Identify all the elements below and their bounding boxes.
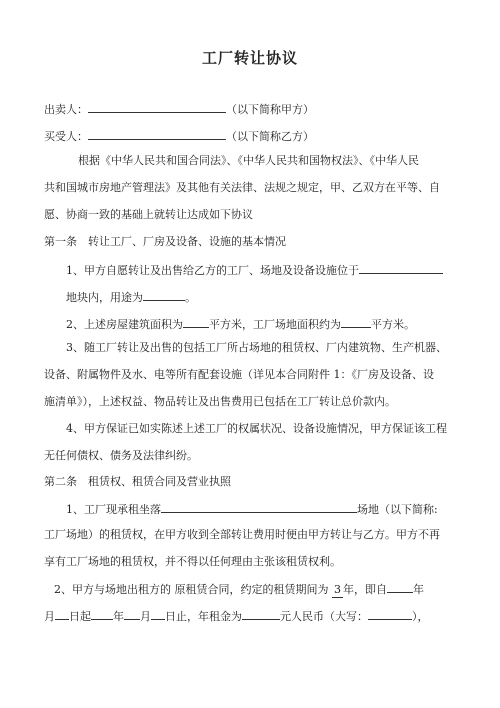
building-area-blank <box>183 316 209 328</box>
start-day-blank <box>55 608 69 620</box>
preamble-line-2: 共和国城市房地产管理法》及其他有关法律、法规之规定，甲、乙双方在平等、自 <box>44 181 440 194</box>
buyer-line <box>44 128 484 144</box>
rent-amount-words-blank <box>368 608 412 620</box>
lease-site-blank <box>161 501 357 513</box>
lease-years-value: 3 <box>334 583 341 596</box>
art1-item2: 2、上述房屋建筑面积为 平方米，工厂场地面积约为 平方米。 <box>66 318 415 331</box>
end-year-blank <box>91 608 113 620</box>
end-month-blank <box>124 608 140 620</box>
art1-item3-line3: 施清单》），上述权益、物品转让及出售费用已包括在工厂转让总价款内。 <box>44 395 396 408</box>
art1-item4-line2: 无任何债权、债务及法律纠纷。 <box>44 449 198 462</box>
art1-item1-line2: 地块内，用途为 。 <box>66 291 196 304</box>
preamble-line-1: 根据《中华人民共和国合同法》、《中华人民共和国物权法》、《中华人民 <box>78 154 419 167</box>
art1-item3-line1: 3、随工厂转让及出售的包括工厂所占场地的租赁权、厂内建筑物、生产机器、 <box>66 341 447 354</box>
art1-item1-line1: 1、甲方自愿转让及出售给乙方的工厂、场地及设备设施位于 <box>66 262 500 278</box>
buyer-suffix: （以下简称乙方） <box>226 130 314 143</box>
preamble-line-3: 愿、协商一致的基础上就转让达成如下协议 <box>44 208 253 221</box>
art2-item1-line3: 享有工厂场地的租赁权，并不得以任何理由主张该租赁权利。 <box>44 555 341 568</box>
art2-item2-line2: 月 日起 年 月 日止，年租金为 元人民币（大写： ）， <box>44 610 429 623</box>
buyer-label: 买受人： <box>44 130 88 143</box>
end-day-blank <box>151 608 165 620</box>
art1-item3-line2: 设备、附属物件及水、电等所有配套设施（详见本合同附件 1：《厂房及设备、设 <box>44 368 434 381</box>
seller-line <box>44 101 484 117</box>
art1-item4-line1: 4、甲方保证已如实陈述上述工厂的权属状况、设备设施情况，甲方保证该工程 <box>66 422 447 435</box>
buyer-blank <box>88 128 226 140</box>
article-1-heading: 第一条 转让工厂、厂房及设备、设施的基本情况 <box>44 235 286 248</box>
seller-label: 出卖人： <box>44 103 88 116</box>
purpose-blank <box>143 289 185 301</box>
art2-item1-line2: 工厂场地）的租赁权，在甲方收到全部转让费用时便由甲方转让与乙方。甲方不再 <box>44 528 440 541</box>
art2-item1-line1: 1、工厂现承租坐落 场地（以下简称: <box>66 503 438 516</box>
document-title: 工厂转让协议 <box>201 49 298 67</box>
article-2-heading: 第二条 租赁权、租赁合同及营业执照 <box>44 475 231 488</box>
site-area-blank <box>341 316 371 328</box>
start-year-blank <box>387 581 413 593</box>
seller-suffix: （以下简称甲方） <box>226 103 314 116</box>
rent-amount-blank <box>242 608 280 620</box>
art2-item2-line1: 2、甲方与场地出租方的 原租赁合同，约定的租赁期间为 3 年，即自 年 <box>54 583 424 596</box>
seller-blank <box>88 101 226 113</box>
location-blank <box>359 262 443 274</box>
